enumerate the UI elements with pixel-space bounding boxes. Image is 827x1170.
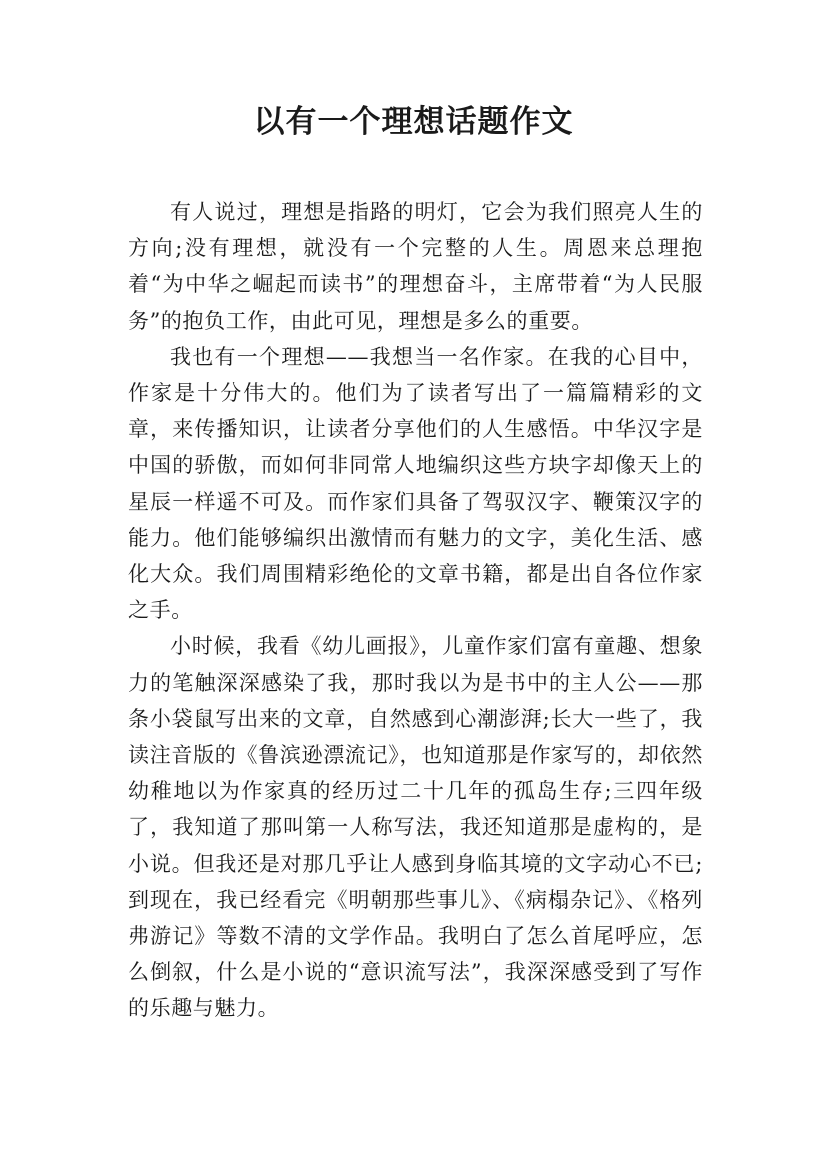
document-title: 以有一个理想话题作文 [253,104,574,140]
paragraph-3: 小时候，我看《幼儿画报》，儿童作家们富有童趣、想象力的笔触深深感染了我，那时我以为是书中的主人公——那条小袋鼠写出来的文章，自然感到心潮澎湃;长大一些了，我读注音版的《鲁滨逊漂流记》，也知道那是作家写的，却依然幼稚地以为作家真的经历过二十几年的孤岛生存;三四年级了，我知道了那叫第一人称写法，我还知道那是虚构的，是小说。但我还是对那几乎让人感到身临其境的文字动心不已;到现在，我已经看完《明朝那些事儿》、《病榻杂记》、《格列弗游记》等数不清的文学作品。我明白了怎么首尾呼应，怎么倒叙，什么是小说的“意识流写法”，我深深感受到了写作的乐趣与魅力。 [128,634,703,1021]
document-body [128,194,703,1027]
paragraph-1: 有人说过，理想是指路的明灯，它会为我们照亮人生的方向;没有理想，就没有一个完整的人生。周恩来总理抱着“为中华之崛起而读书”的理想奋斗，主席带着“为人民服务”的抱负工作，由此可见，理想是多么的重要。 [128,200,703,333]
paragraph-2: 我也有一个理想——我想当一名作家。在我的心目中，作家是十分伟大的。他们为了读者写出了一篇篇精彩的文章，来传播知识，让读者分享他们的人生感悟。中华汉字是中国的骄傲，而如何非同常人地编织这些方块字却像天上的星辰一样遥不可及。而作家们具备了驾驭汉字、鞭策汉字的能力。他们能够编织出激情而有魅力的文字，美化生活、感化大众。我们周围精彩绝伦的文章书籍，都是出自各位作家之手。 [128,344,703,623]
